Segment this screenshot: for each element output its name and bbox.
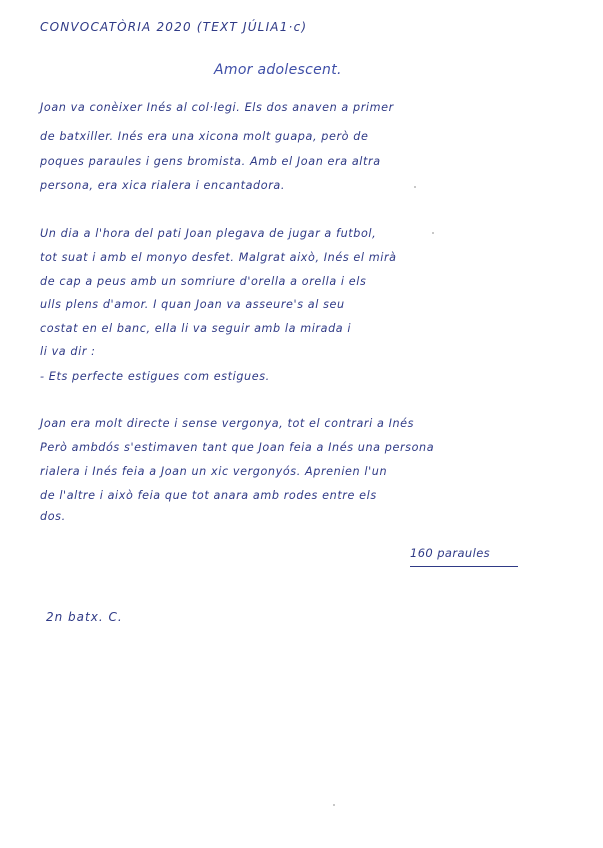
- word-count: 160 paraules: [410, 546, 491, 560]
- word-count-underline: [410, 566, 518, 567]
- text-line: de l'altre i això feia que tot anara amb rodes entre els: [40, 489, 377, 502]
- essay-title: Amor adolescent.: [214, 62, 342, 78]
- text-line: ulls plens d'amor. I quan Joan va asseure's al seu: [40, 298, 345, 311]
- exam-header: CONVOCATÒRIA 2020 (TEXT JÚLIA1·c): [40, 20, 308, 34]
- text-line: Però ambdós s'estimaven tant que Joan feia a Inés una persona: [40, 441, 435, 454]
- text-line: Joan va conèixer Inés al col·legi. Els dos anaven a primer: [40, 101, 394, 114]
- scan-speck: [414, 186, 416, 188]
- text-line: de batxiller. Inés era una xicona molt guapa, però de: [40, 130, 369, 143]
- scan-speck: [432, 232, 434, 234]
- class-label: 2n batx. C.: [46, 610, 123, 624]
- scan-speck: [333, 804, 335, 806]
- text-line: dos.: [40, 510, 66, 523]
- text-line: Joan era molt directe i sense vergonya, tot el contrari a Inés: [40, 417, 415, 430]
- text-line: poques paraules i gens bromista. Amb el Joan era altra: [40, 155, 381, 168]
- text-line: rialera i Inés feia a Joan un xic vergonyós. Aprenien l'un: [40, 465, 388, 478]
- text-line: tot suat i amb el monyo desfet. Malgrat això, Inés el mirà: [40, 251, 397, 264]
- text-line: de cap a peus amb un somriure d'orella a orella i els: [40, 275, 367, 288]
- dialogue-line: - Ets perfecte estigues com estigues.: [40, 370, 270, 383]
- text-line: li va dir :: [40, 345, 96, 358]
- text-line: Un dia a l'hora del pati Joan plegava de jugar a futbol,: [40, 227, 377, 240]
- text-line: persona, era xica rialera i encantadora.: [40, 179, 286, 192]
- text-line: costat en el banc, ella li va seguir amb la mirada i: [40, 322, 352, 335]
